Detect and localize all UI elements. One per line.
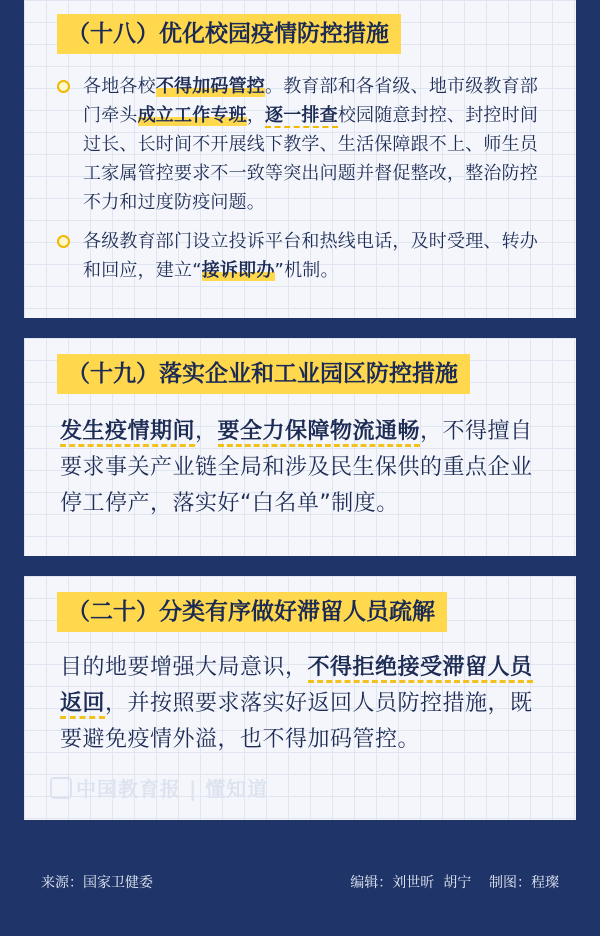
highlight-text: 不得拒绝接受滞留人员返回 xyxy=(60,655,533,719)
credits-label: 编辑：刘世昕 胡宁 制图：程璨 xyxy=(350,875,559,891)
section-20-title: （二十）分类有序做好滞留人员疏解 xyxy=(57,592,447,632)
section-19-title: （十九）落实企业和工业园区防控措施 xyxy=(57,354,470,394)
section-19-body: 发生疫情期间，要全力保障物流通畅，不得擅自要求事关产业链全局和涉及民生保供的重点企业停工停产，落实好“白名单”制度。 xyxy=(60,419,533,516)
source-label: 来源：国家卫健委 xyxy=(41,875,153,891)
section-19-panel xyxy=(24,338,576,556)
highlight-text: 逐一排查 xyxy=(265,105,338,126)
section-18-list xyxy=(57,72,550,285)
watermark: 中国教育报 | 懂知道 xyxy=(50,773,268,802)
highlight-text: 要全力保障物流通畅 xyxy=(218,419,421,447)
section-18-panel xyxy=(24,0,576,318)
section-18-title: （十八）优化校园疫情防控措施 xyxy=(57,14,401,54)
bullet-dot-icon xyxy=(57,80,70,93)
highlight-text: 成立工作专班 xyxy=(137,105,247,126)
logo-icon xyxy=(50,777,72,799)
highlight-text: 发生疫情期间 xyxy=(60,419,195,447)
section-20-panel xyxy=(24,576,576,820)
highlight-text: 不得加码管控 xyxy=(155,76,266,97)
section-20-body: 目的地要增强大局意识，不得拒绝接受滞留人员返回，并按照要求落实好返回人员防控措施，既要避免疫情外溢，也不得加码管控。 xyxy=(60,655,533,752)
highlight-text: 接诉即办 xyxy=(201,260,275,281)
list-item: 各地各校不得加码管控。教育部和各省级、地市级教育部门牵头成立工作专班，逐一排查校园随意封控、封控时间过长、长时间不开展线下教学、生活保障跟不上、师生员工家属管控要求不一致等突出问题并督促整改，整治防控不力和过度防疫问题。 xyxy=(57,72,550,217)
bullet-dot-icon xyxy=(57,235,70,248)
footer xyxy=(0,852,600,936)
list-item: 各级教育部门设立投诉平台和热线电话，及时受理、转办和回应，建立“接诉即办”机制。 xyxy=(57,227,550,285)
